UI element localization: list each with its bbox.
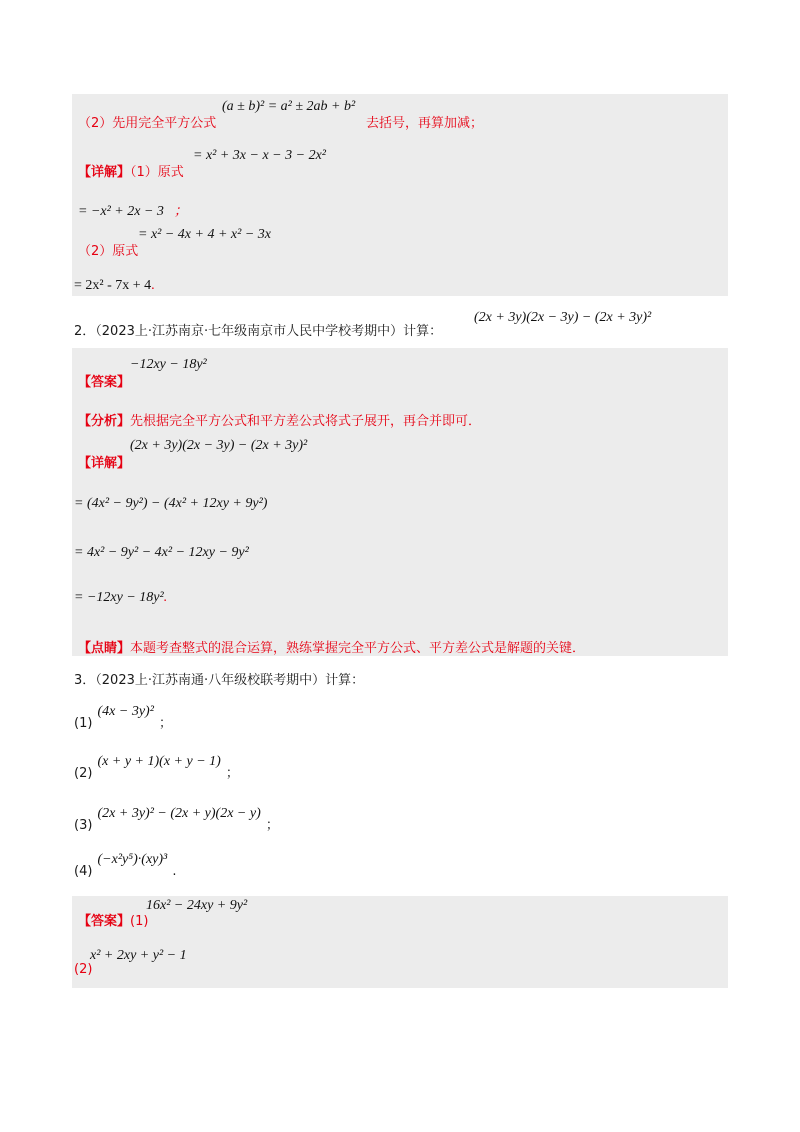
detail2-result [74,278,155,294]
q3-answer-1: 16x² − 24xy + 9y² [146,898,248,913]
detail-line-1 [78,161,184,180]
q3-item-3 [74,802,279,833]
detail-line-c: = 4x² − 9y² − 4x² − 12xy − 9y² [74,545,249,560]
question-2-answer: −12xy − 18y² [130,357,207,372]
analysis-step-2 [78,112,216,131]
analysis-line [78,410,481,429]
q3-item-4 [74,848,177,879]
analysis-step-2-tail [366,112,483,131]
q3-item-4-num: (4) [74,864,93,879]
perfect-square-formula-text: (a ± b)² = a² ± 2ab + b² [222,99,356,114]
detail2-end: . [151,278,155,293]
q3-item-2 [74,750,239,781]
detail2-prefix: （2）原式 [78,244,139,259]
analysis-text: 先根据完全平方公式和平方差公式将式子展开，再合并即可． [130,414,482,429]
q3-item-2-expr: (x + y + 1)(x + y − 1) [97,754,221,769]
detail1-result [78,200,188,220]
detail1-formula: = x² + 3x − x − 3 − 2x² [193,148,326,163]
q3-answer-tag: 【答案】 [78,914,131,929]
comment-text: 本题考查整式的混合运算，熟练掌握完全平方公式、平方差公式是解题的关键． [130,641,586,656]
q3-item-1-num: (1) [74,716,93,731]
q3-item-1-expr: (4x − 3y)² [97,704,154,719]
q3-answer-line-1 [78,910,148,929]
question-3-header: 3．（2023上·江苏南通·八年级校联考期中）计算： [74,673,365,688]
comment-line [78,637,585,656]
detail-line-a: (2x + 3y)(2x − 3y) − (2x + 3y)² [130,438,308,453]
q3-item-1 [74,700,173,731]
question-2-expression: (2x + 3y)(2x − 3y) − (2x + 3y)² [474,310,652,325]
q3-item-2-num: (2) [74,766,93,781]
q3-answer-2: x² + 2xy + y² − 1 [90,948,187,963]
perfect-square-formula [222,99,355,115]
detail-line-2 [78,240,138,259]
detail-end-2: . [163,590,168,605]
q3-answer2-num: (2) [74,962,93,977]
analysis-step-2-text: （2）先用完全平方公式 [78,116,217,131]
detail-line-d [74,590,167,606]
detail1-result-text: = −x² + 2x − 3 [78,204,164,219]
detail2-result-text: = 2x² - 7x + 4 [74,278,152,293]
q3-item-3-expr: (2x + 3y)² − (2x + y)(2x − y) [97,806,261,821]
detail2-formula: = x² − 4x + 4 + x² − 3x [138,227,271,242]
q3-item-1-end: ； [159,716,173,731]
q3-item-3-num: (3) [74,818,93,833]
q3-answer1-num: (1) [130,914,149,929]
q3-item-4-expr: (−x²y⁵)·(xy)³ [97,852,168,867]
q3-item-2-end: ； [225,766,239,781]
q3-item-3-end: ； [265,818,279,833]
q3-item-4-end: . [172,864,177,879]
detail-line-b: = (4x² − 9y²) − (4x² + 12xy + 9y²) [74,496,268,511]
detail-tag-2: 【详解】 [78,456,131,471]
detail1-end: ； [173,204,188,219]
detail1-prefix: （1）原式 [130,165,184,180]
detail-tag: 【详解】 [78,165,131,180]
analysis-step-2-tail-text: 去括号，再算加减； [366,116,484,131]
analysis-tag: 【分析】 [78,414,131,429]
answer-tag: 【答案】 [78,375,131,390]
detail-line-d-text: = −12xy − 18y² [74,590,164,605]
question-2-header: 2．（2023上·江苏南京·七年级南京市人民中学校考期中）计算： [74,324,443,339]
comment-tag: 【点睛】 [78,641,131,656]
